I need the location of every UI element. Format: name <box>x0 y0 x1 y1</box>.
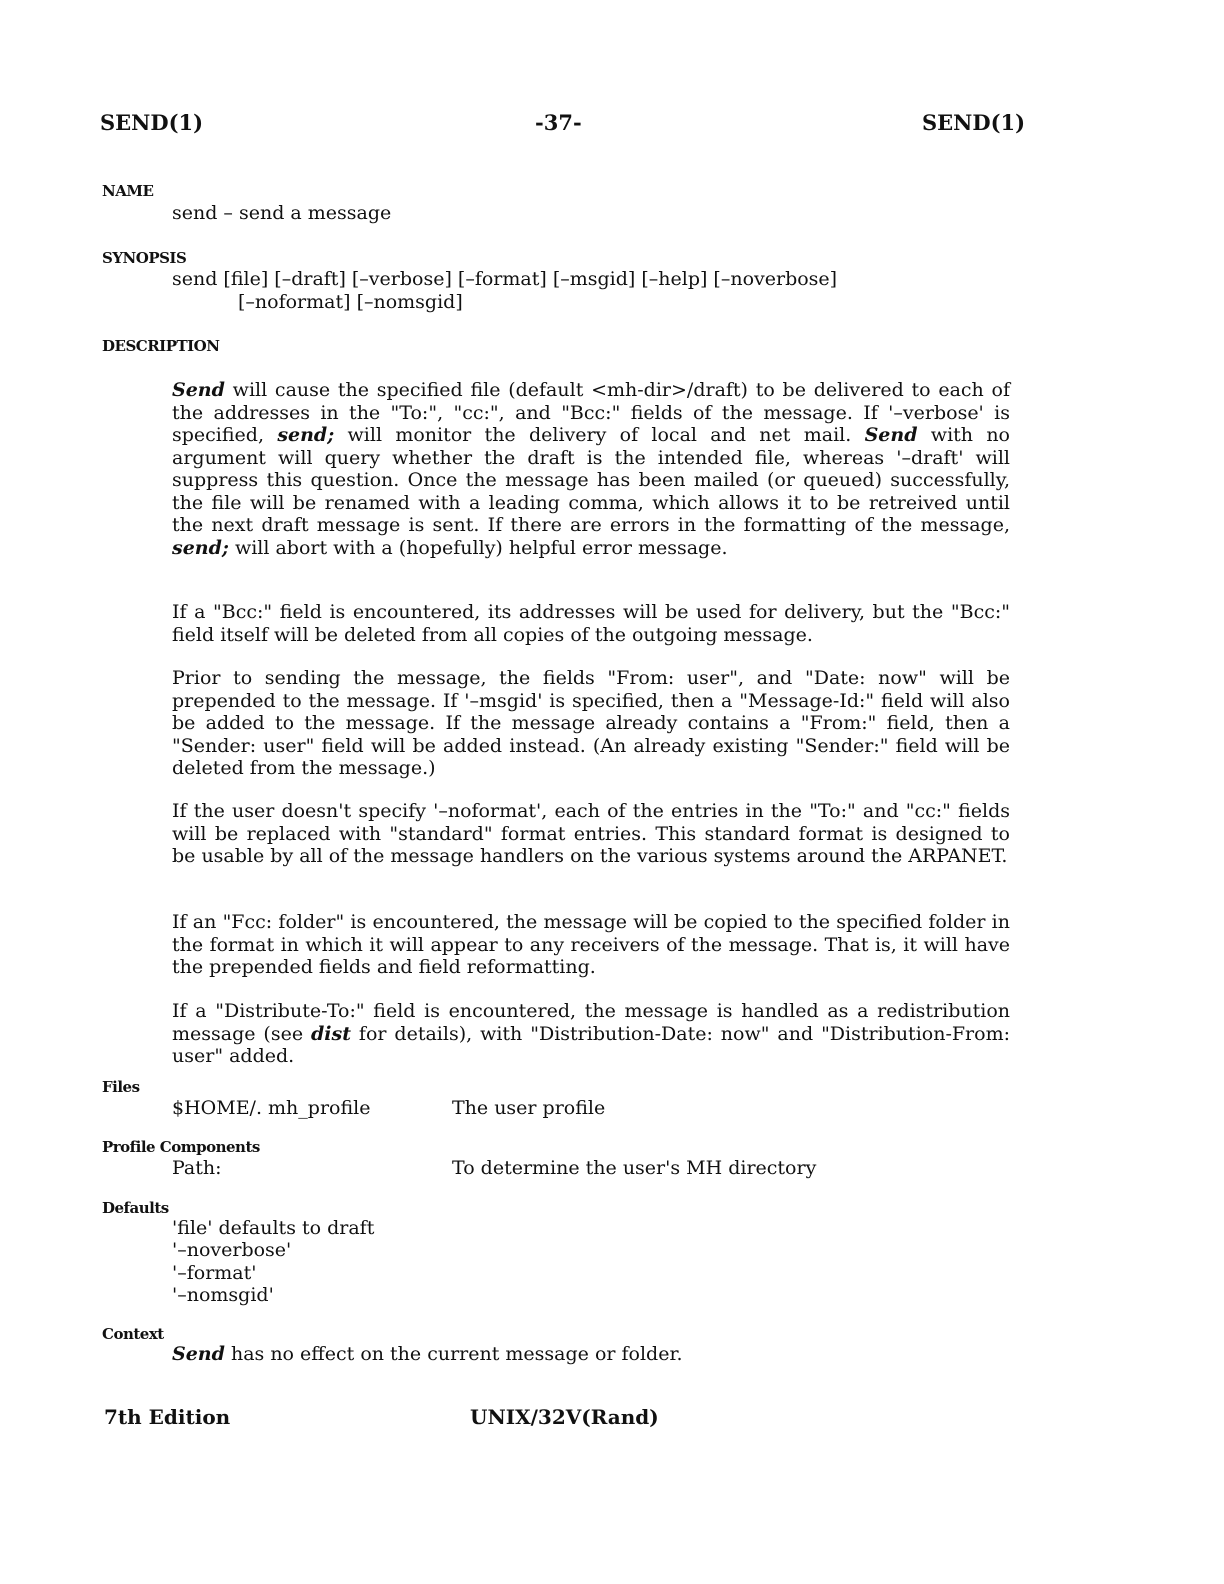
section-description-heading: DESCRIPTION <box>102 337 220 355</box>
description-paragraph-3: Prior to sending the message, the fields "From: user", and "Date: now" will be prepended to the message. If '–msgid' is specified, then a "Message-Id:" field will also be added to the message. If the message already contains a "From:" field, then a "Sender: user" field will be added instead. (An already existing "Sender:" field will be deleted from the message.) <box>172 667 1010 779</box>
default-item: 'file' defaults to draft <box>172 1217 375 1239</box>
files-description: The user profile <box>452 1097 606 1119</box>
section-name-heading: NAME <box>102 182 154 200</box>
profile-component-key: Path: <box>172 1157 222 1179</box>
section-context-heading: Context <box>102 1325 164 1343</box>
synopsis-line-2: [–noformat] [–nomsgid] <box>238 291 463 313</box>
section-profile-components-heading: Profile Components <box>102 1138 260 1156</box>
default-item: '–nomsgid' <box>172 1284 274 1306</box>
description-paragraph-4: If the user doesn't specify '–noformat', each of the entries in the "To:" and "cc:" fields will be replaced with "standard" format entries. This standard format is designed to be usable by all of the message handlers on the various systems around the ARPANET. <box>172 800 1010 867</box>
description-paragraph-1: Send will cause the specified file (default <mh-dir>/draft) to be delivered to each of the addresses in the "To:", "cc:", and "Bcc:" fields of the message. If '–verbose' is specified, send; will monitor the delivery of local and net mail. Send with no argument will query whether the draft is the intended file, whereas '–draft' will suppress this question. Once the message has been mailed (or queued) successfully, the file will be renamed with a leading comma, which allows it to be retreived until the next draft message is sent. If there are errors in the formatting of the message, send; will abort with a (hopefully) helpful error message. <box>172 379 1010 559</box>
emphasis: Send <box>864 424 918 446</box>
default-item: '–noverbose' <box>172 1239 292 1261</box>
emphasis: Send <box>172 1343 225 1365</box>
header-right: SEND(1) <box>922 110 1026 135</box>
description-paragraph-5: If an "Fcc: folder" is encountered, the message will be copied to the specified folder in the format in which it will appear to any receivers of the message. That is, it will have the prepended fields and field reformatting. <box>172 911 1010 978</box>
files-path: $HOME/. mh_profile <box>172 1097 371 1119</box>
section-files-heading: Files <box>102 1078 140 1096</box>
emphasis: send; <box>277 424 335 446</box>
footer-system: UNIX/32V(Rand) <box>470 1405 659 1429</box>
name-text: send – send a message <box>172 202 392 224</box>
section-defaults-heading: Defaults <box>102 1199 169 1217</box>
profile-component-description: To determine the user's MH directory <box>452 1157 817 1179</box>
description-paragraph-2: If a "Bcc:" field is encountered, its addresses will be used for delivery, but the "Bcc:" field itself will be deleted from all copies of the outgoing message. <box>172 601 1010 646</box>
footer-edition: 7th Edition <box>104 1405 231 1429</box>
emphasis: Send <box>172 379 225 401</box>
description-paragraph-6: If a "Distribute-To:" field is encountered, the message is handled as a redistribution message (see dist for details), with "Distribution-Date: now" and "Distribution-From: user" added. <box>172 1000 1010 1067</box>
context-text: Send has no effect on the current message or folder. <box>172 1343 683 1365</box>
synopsis-line-1: send [file] [–draft] [–verbose] [–format] [–msgid] [–help] [–noverbose] <box>172 268 838 290</box>
emphasis: dist <box>311 1022 351 1045</box>
page-number: -37- <box>535 110 582 135</box>
emphasis: send; <box>172 536 229 559</box>
header-left: SEND(1) <box>100 110 204 135</box>
default-item: '–format' <box>172 1262 257 1284</box>
section-synopsis-heading: SYNOPSIS <box>102 249 187 267</box>
